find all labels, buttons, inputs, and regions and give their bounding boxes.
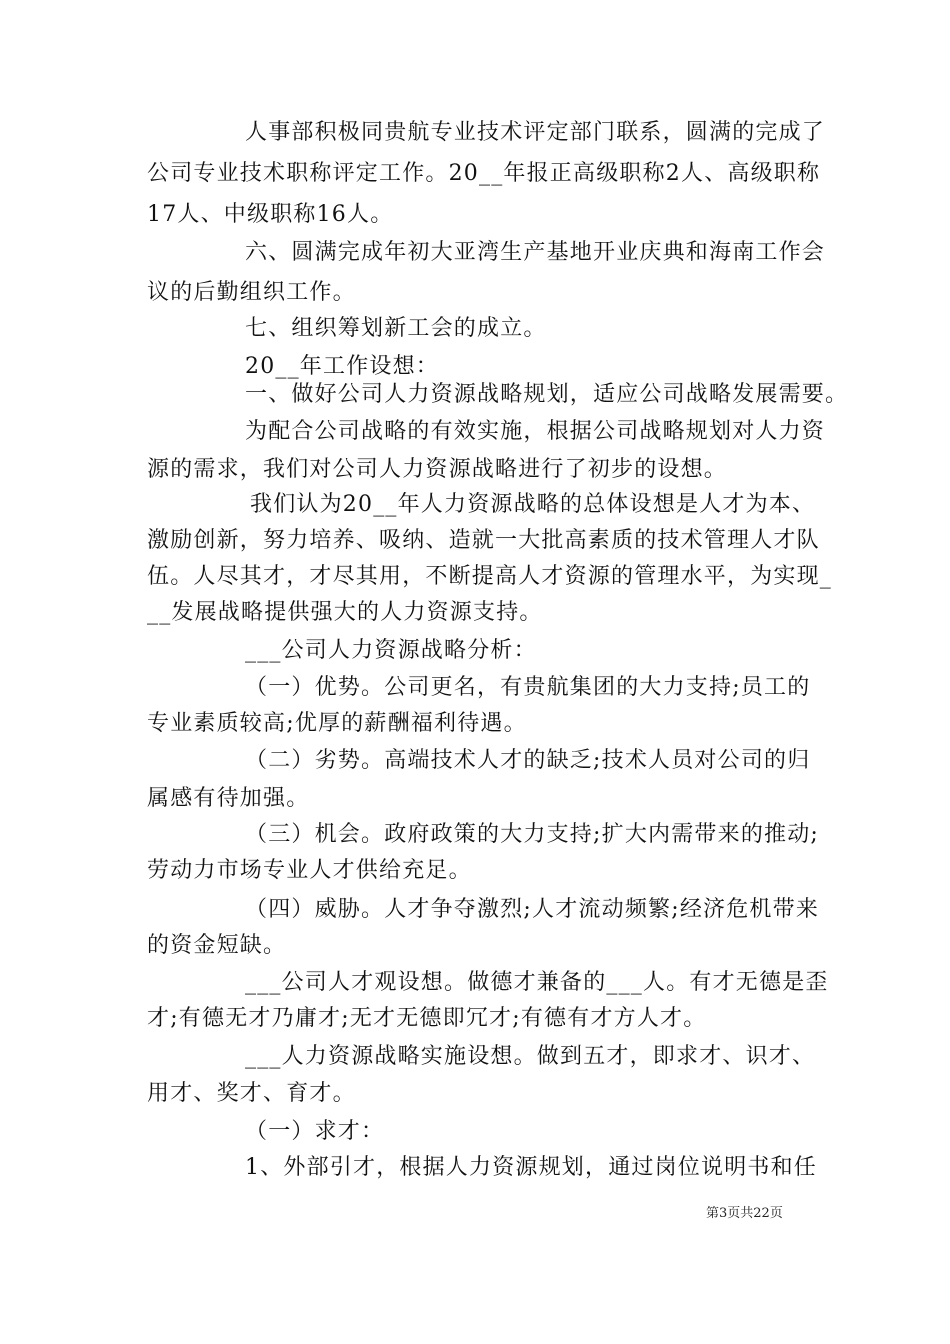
- text-line: （三）机会。政府政策的大力支持;扩大内需带来的推动;: [245, 822, 820, 847]
- text-line: 六、圆满完成年初大亚湾生产基地开业庆典和海南工作会: [245, 240, 826, 265]
- text-line: （四）威胁。人才争夺激烈;人才流动频繁;经济危机带来: [245, 897, 820, 922]
- text-line: 我们认为20__年人力资源战略的总体设想是人才为本、: [250, 492, 816, 517]
- text-line: 用才、奖才、育才。: [147, 1081, 356, 1106]
- text-line: （一）优势。公司更名，有贵航集团的大力支持;员工的: [245, 675, 811, 700]
- text-line: ___公司人才观设想。做德才兼备的___人。有才无德是歪: [245, 970, 829, 995]
- text-line: 才;有德无才乃庸才;无才无德即冗才;有德有才方人才。: [147, 1006, 707, 1031]
- text-line: 一、做好公司人力资源战略规划，适应公司战略发展需要。: [245, 382, 849, 407]
- text-line: 1、外部引才，根据人力资源规划，通过岗位说明书和任: [245, 1155, 817, 1180]
- text-line: 源的需求，我们对公司人力资源战略进行了初步的设想。: [147, 457, 728, 482]
- text-line: 激励创新，努力培养、吸纳、造就一大批高素质的技术管理人才队: [147, 528, 820, 553]
- text-line: __发展战略提供强大的人力资源支持。: [147, 600, 543, 625]
- text-line: 17人、中级职称16人。: [147, 202, 394, 227]
- text-line: （二）劣势。高端技术人才的缺乏;技术人员对公司的归: [245, 748, 811, 773]
- text-line: 人事部积极同贵航专业技术评定部门联系，圆满的完成了: [245, 120, 826, 145]
- text-line: 议的后勤组织工作。: [147, 280, 356, 305]
- text-line: 为配合公司战略的有效实施，根据公司战略规划对人力资: [245, 419, 826, 444]
- text-line: 公司专业技术职称评定工作。20__年报正高级职称2人、高级职称: [147, 161, 821, 186]
- text-line: ___人力资源战略实施设想。做到五才，即求才、识才、: [245, 1044, 816, 1069]
- text-line: 劳动力市场专业人才供给充足。: [147, 858, 472, 883]
- text-line: 专业素质较高;优厚的薪酬福利待遇。: [147, 711, 527, 736]
- text-line: 属感有待加强。: [147, 786, 310, 811]
- text-line: ___公司人力资源战略分析：: [245, 638, 537, 663]
- text-line: （一）求才：: [245, 1119, 385, 1144]
- text-line: 20__年工作设想：: [245, 354, 439, 379]
- page-number-footer: 第3页共22页: [706, 1206, 783, 1221]
- text-line: 伍。人尽其才，才尽其用，不断提高人才资源的管理水平，为实现_: [147, 564, 833, 589]
- text-line: 的资金短缺。: [147, 933, 287, 958]
- text-line: 七、组织筹划新工会的成立。: [245, 316, 547, 341]
